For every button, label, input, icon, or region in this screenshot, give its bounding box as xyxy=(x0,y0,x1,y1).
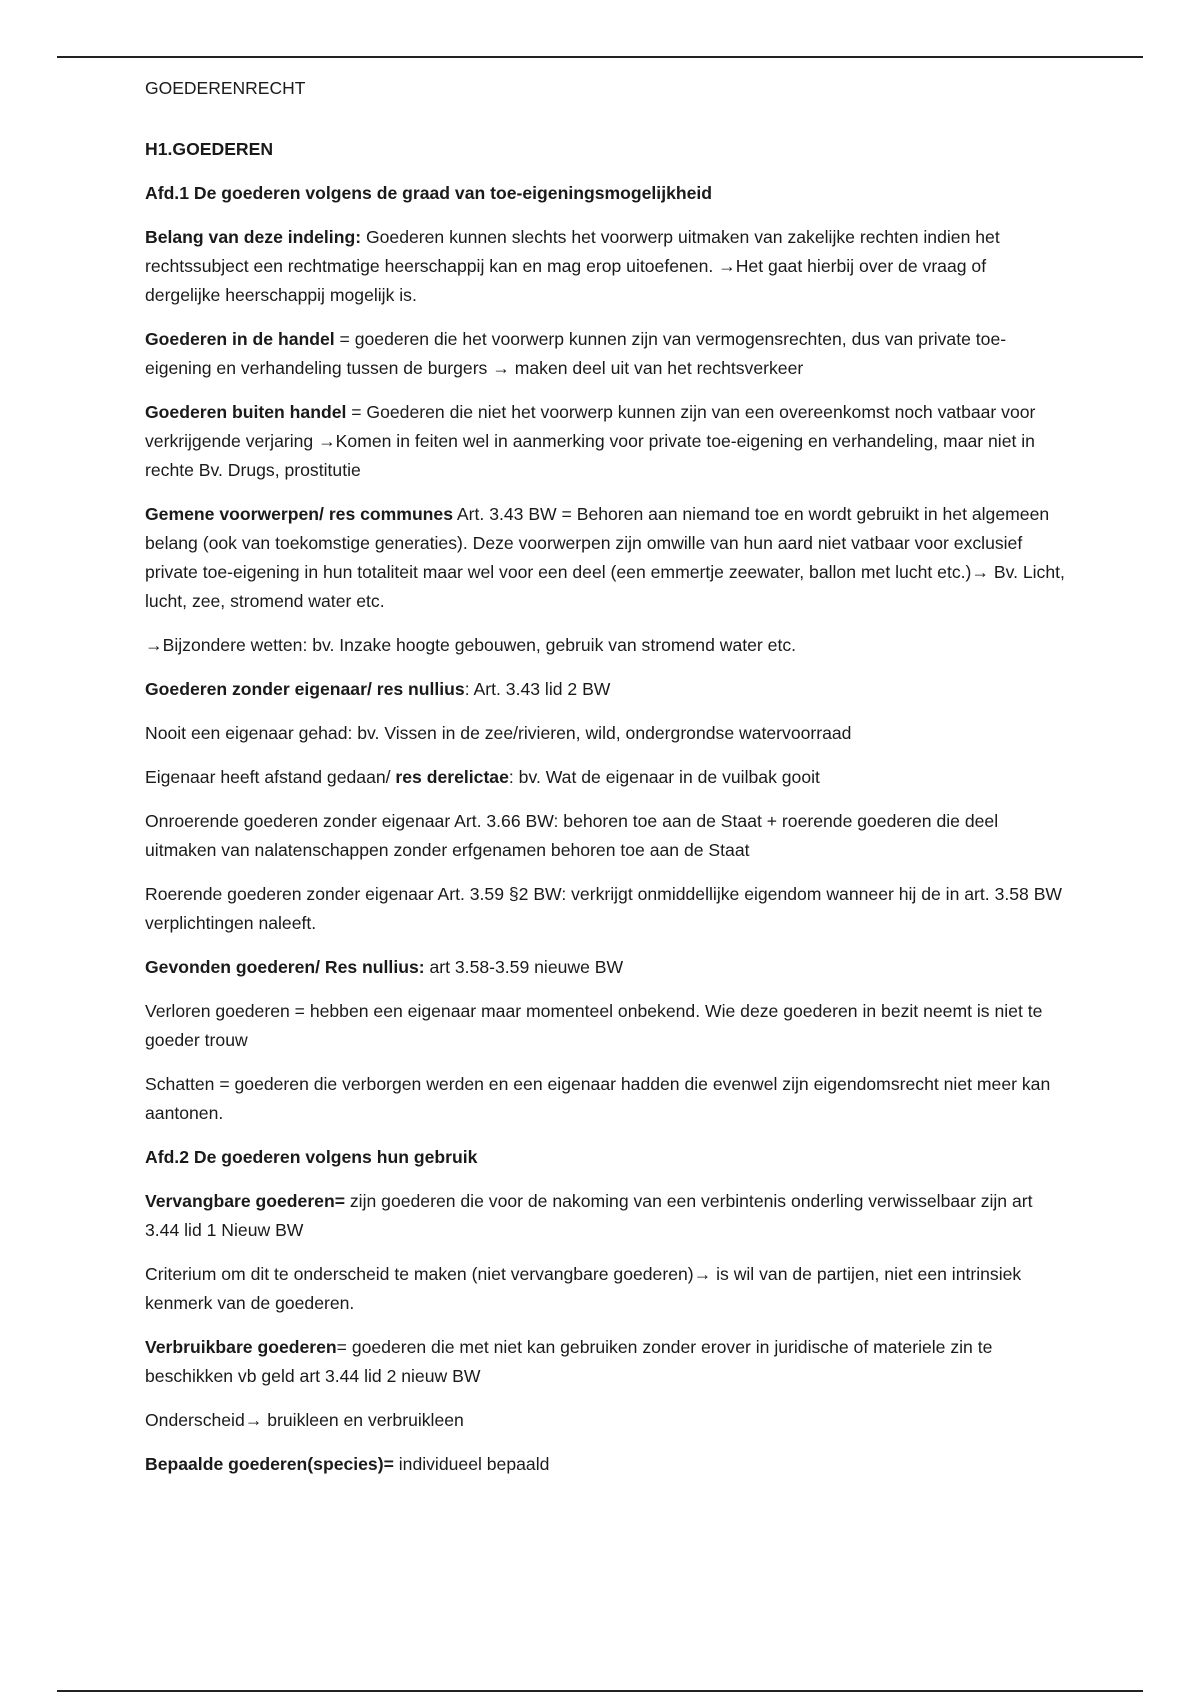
paragraph-criterium: Criterium om dit te onderscheid te maken (niet vervangbare goederen)→ is wil van de partijen, niet een intrinsiek kenmerk van de goederen. xyxy=(145,1264,1022,1313)
term: Goederen in de handel xyxy=(145,329,335,349)
paragraph-onderscheid: Onderscheid→ bruikleen en verbruikleen xyxy=(145,1410,464,1430)
paragraph-text: = goederen die met niet kan gebruiken zonder erover in juridische of materiele zin te beschikken vb geld art 3.44 lid 2 nieuw BW xyxy=(145,1337,993,1386)
document-page xyxy=(145,74,1065,1494)
paragraph-text: Goederen kunnen slechts het voorwerp uitmaken van zakelijke rechten indien het rechtssubject een rechtmatige heerschappij kan en mag erop uitoefenen. →Het gaat hierbij over de vraag of dergelijke heerschappij mogelijk is. xyxy=(145,227,1000,305)
paragraph-gevonden xyxy=(145,953,1065,982)
paragraph-buiten-handel xyxy=(145,398,1065,485)
paragraph-onroerende: Onroerende goederen zonder eigenaar Art. 3.66 BW: behoren toe aan de Staat + roerende goederen die deel uitmaken van nalatenschappen zonder erfgenamen behoren toe aan de Staat xyxy=(145,811,999,860)
term: Belang van deze indeling: xyxy=(145,227,362,247)
paragraph-text: = goederen die het voorwerp kunnen zijn van vermogensrechten, dus van private toe-eigening en verhandeling tussen de burgers → maken deel uit van het rechtsverkeer xyxy=(145,329,1007,378)
paragraph-vervangbare xyxy=(145,1187,1065,1245)
paragraph-nooit-eigenaar: Nooit een eigenaar gehad: bv. Vissen in de zee/rivieren, wild, ondergrondse watervoorraad xyxy=(145,723,852,743)
paragraph-in-handel xyxy=(145,325,1065,383)
term: Goederen zonder eigenaar/ res nullius xyxy=(145,679,465,699)
term: Vervangbare goederen= xyxy=(145,1191,345,1211)
section-heading-afd1: Afd.1 De goederen volgens de graad van toe-eigeningsmogelijkheid xyxy=(145,183,713,203)
term: Bepaalde goederen(species)= xyxy=(145,1454,394,1474)
term: Goederen buiten handel xyxy=(145,402,347,422)
paragraph-text: : bv. Wat de eigenaar in de vuilbak gooit xyxy=(508,767,820,787)
term: Verbruikbare goederen xyxy=(145,1337,337,1357)
chapter-heading: H1.GOEDEREN xyxy=(145,139,274,159)
paragraph-text: art 3.58-3.59 nieuwe BW xyxy=(424,957,624,977)
paragraph-text: : Art. 3.43 lid 2 BW xyxy=(464,679,611,699)
paragraph-text: zijn goederen die voor de nakoming van een verbintenis onderling verwisselbaar zijn art 3.44 lid 1 Nieuw BW xyxy=(145,1191,1033,1240)
paragraph-res-nullius xyxy=(145,675,1065,704)
paragraph-res-communes xyxy=(145,500,1065,616)
paragraph-text: individueel bepaald xyxy=(393,1454,550,1474)
paragraph-res-derelictae xyxy=(145,763,1065,792)
term: Gevonden goederen/ Res nullius: xyxy=(145,957,425,977)
paragraph-verloren: Verloren goederen = hebben een eigenaar maar momenteel onbekend. Wie deze goederen in bezit neemt is niet te goeder trouw xyxy=(145,1001,1043,1050)
page-header: GOEDERENRECHT xyxy=(145,78,306,98)
paragraph-verbruikbare xyxy=(145,1333,1065,1391)
paragraph-text: Eigenaar heeft afstand gedaan/ xyxy=(145,767,396,787)
bottom-rule xyxy=(57,1690,1143,1692)
top-rule xyxy=(57,56,1143,58)
paragraph-text: Art. 3.43 BW = Behoren aan niemand toe en wordt gebruikt in het algemeen belang (ook van toekomstige generaties). Deze voorwerpen zijn omwille van hun aard niet vatbaar voor exclusief private toe-eigening in hun totaliteit maar wel voor een deel (een emmertje zeewater, ballon met lucht etc.)→ Bv. Licht, lucht, zee, stromend water etc. xyxy=(145,504,1065,611)
paragraph-roerende: Roerende goederen zonder eigenaar Art. 3.59 §2 BW: verkrijgt onmiddellijke eigendom wanneer hij de in art. 3.58 BW verplichtingen naleeft. xyxy=(145,884,1063,933)
paragraph-bepaalde xyxy=(145,1450,1065,1479)
paragraph-belang xyxy=(145,223,1065,310)
term: res derelictae xyxy=(395,767,509,787)
paragraph-bijzondere-wetten: →Bijzondere wetten: bv. Inzake hoogte gebouwen, gebruik van stromend water etc. xyxy=(145,635,797,655)
term: Gemene voorwerpen/ res communes xyxy=(145,504,454,524)
paragraph-text: = Goederen die niet het voorwerp kunnen zijn van een overeenkomst noch vatbaar voor verkrijgende verjaring →Komen in feiten wel in aanmerking voor private toe-eigening en verhandeling, maar niet in rechte Bv. Drugs, prostitutie xyxy=(145,402,1036,480)
paragraph-schatten: Schatten = goederen die verborgen werden en een eigenaar hadden die evenwel zijn eigendomsrecht niet meer kan aantonen. xyxy=(145,1074,1051,1123)
section-heading-afd2: Afd.2 De goederen volgens hun gebruik xyxy=(145,1147,478,1167)
